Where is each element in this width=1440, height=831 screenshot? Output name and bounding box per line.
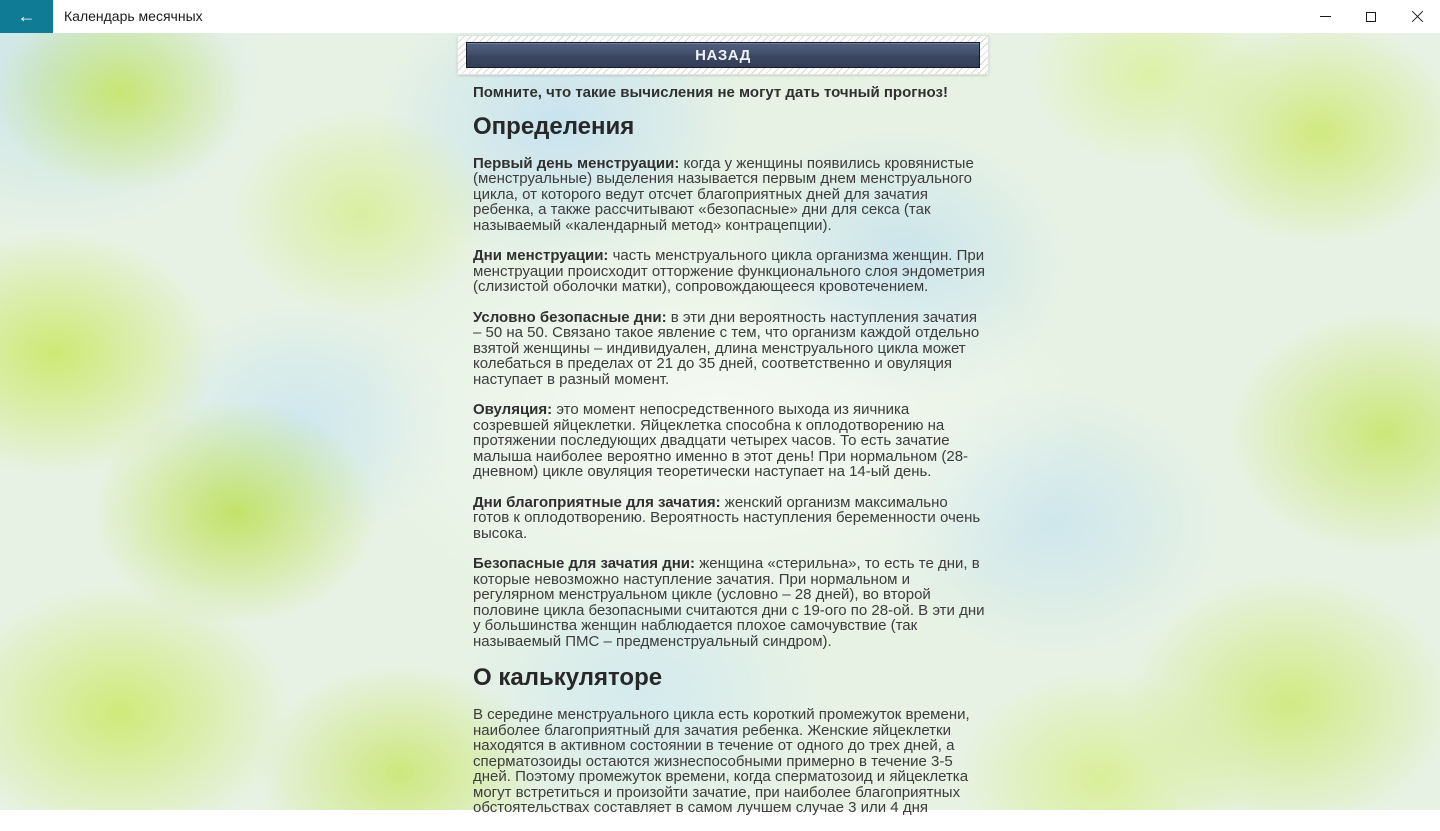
definition-paragraph-first-day [473,156,985,234]
warning-note: Помните, что такие вычисления не могут дать точный прогноз! [473,85,985,101]
definition-text: это момент непосредственного выхода из яичника созревшей яйцеклетки. Яйцеклетка способна к оплодотворению на протяжении последующих двадцати четырех часов. То есть зачатие малыша наиболее вероятно именно в этот день! При нормальном (28-дневном) цикле овуляция теоретически наступает на 14-ый день. [473,401,968,480]
definition-term: Дни менструации: [473,247,608,264]
section-title-definitions: Определения [473,113,985,141]
back-button[interactable]: НАЗАД [466,42,980,68]
close-icon [1411,10,1424,23]
titlebar [0,0,1440,33]
definition-paragraph-menstruation-days [473,248,985,295]
titlebar-back-button[interactable] [0,0,53,33]
article [473,85,985,831]
definition-paragraph-fertile-days [473,495,985,542]
definition-term: Условно безопасные дни: [473,309,667,326]
maximize-button[interactable] [1348,0,1394,33]
about-calculator-paragraph: В середине менструального цикла есть короткий промежуток времени, наиболее благоприятный для зачатия ребенка. Женские яйцеклетки находятся в активном состоянии в течение от одного до трех дней, а сперматозоиды остаются жизнеспособными примерно в течение 3-5 дней. Поэтому промежуток времени, когда сперматозоид и яйцеклетка могут встретиться и произойти зачатие, при наиболее благоприятных обстоятельствах составляет в самом лучшем случае 3 или 4 дня [473,707,985,816]
definition-term: Дни благоприятные для зачатия: [473,494,721,511]
definition-paragraph-ovulation [473,402,985,480]
definition-text: женщина «стерильна», то есть те дни, в которые невозможно наступление зачатия. При нормальном и регулярном менструальном цикле (условно – 28 дней), во второй половине цикла безопасными считаются дни с 19-ого по 28-ой. В эти дни у большинства женщин наблюдается плохое самочувствие (так называемый ПМС – предменструальный синдром). [473,555,984,650]
definition-paragraph-safe-days [473,556,985,649]
content-area [0,33,1440,810]
close-button[interactable] [1394,0,1440,33]
definition-term: Первый день менструации: [473,155,679,172]
section-title-about-calculator: О калькуляторе [473,664,985,692]
definition-term: Овуляция: [473,401,552,418]
definition-text: в эти дни вероятность наступления зачатия – 50 на 50. Связано такое явление с тем, что организм каждой отдельно взятой женщины – индивидуален, длина менструального цикла может колебаться в пределах от 21 до 35 дней, соответственно и овуляция наступает в разный момент. [473,309,979,388]
definition-text: часть менструального цикла организма женщин. При менструации происходит отторжение функционального слоя эндометрия (слизистой оболочки матки), сопровождающееся кровотечением. [473,247,985,295]
definition-paragraph-conditionally-safe-days [473,310,985,388]
back-button-frame [458,36,988,74]
maximize-icon [1366,12,1376,22]
definition-term: Безопасные для зачатия дни: [473,555,695,572]
definition-text: женский организм максимально готов к оплодотворению. Вероятность наступления беременности очень высока. [473,494,980,542]
minimize-button[interactable] [1302,0,1348,33]
minimize-icon [1320,16,1331,17]
window-controls [1302,0,1440,33]
back-arrow-icon: ← [18,7,36,25]
definition-text: когда у женщины появились кровянистые (менструальные) выделения называется первым днем менструального цикла, от которого ведут отсчет благоприятных дней для зачатия ребенка, а также рассчитывают «безопасные» дни для секса (так называемый «календарный метод» контрацепции). [473,155,974,234]
app-title: Календарь месячных [64,0,203,33]
